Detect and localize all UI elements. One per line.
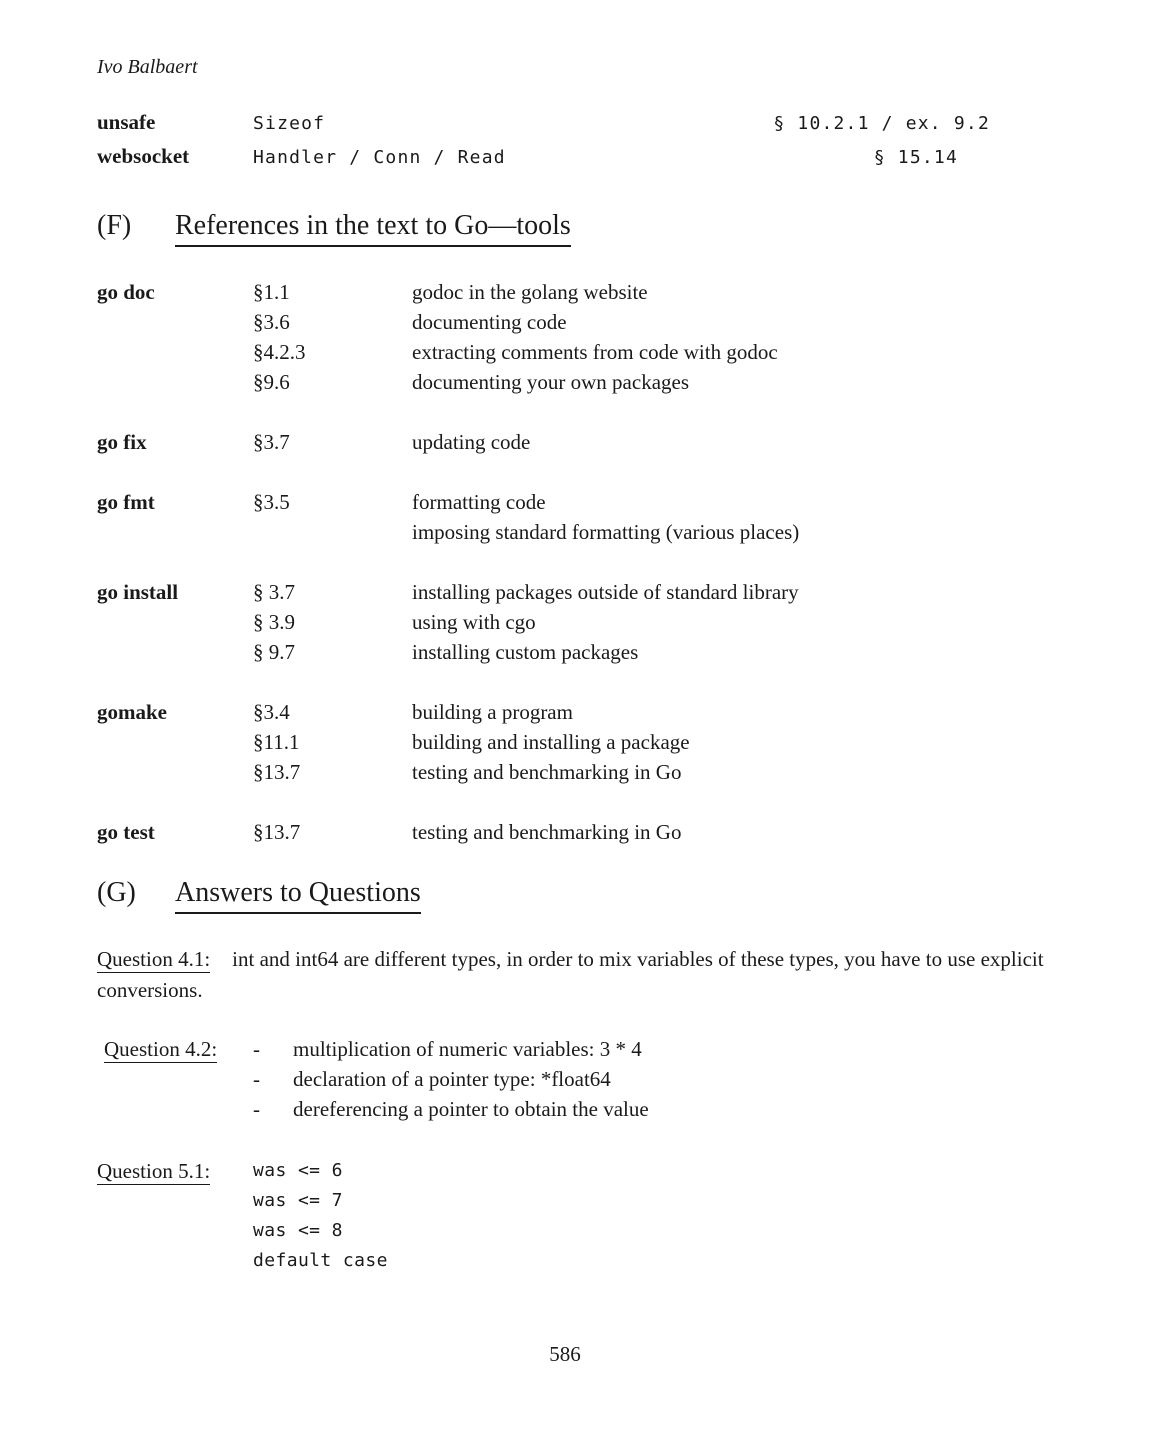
tool-name: go doc bbox=[97, 280, 155, 304]
question-answer-text: int and int64 are different types, in order to mix variables of these types, you have to use explicit conversions. bbox=[97, 947, 1044, 1002]
go-tools-table bbox=[97, 277, 1168, 847]
section-ref: §9.6 bbox=[253, 370, 290, 394]
section-ref: §13.7 bbox=[253, 760, 301, 784]
tool-entry bbox=[253, 637, 1168, 667]
section-ref: § 3.7 bbox=[253, 580, 295, 604]
question-4-2 bbox=[97, 1034, 1168, 1124]
tool-entry bbox=[253, 517, 1168, 547]
bullet-dash: - bbox=[253, 1067, 260, 1091]
entry-description: installing custom packages bbox=[412, 640, 639, 664]
bullet-dash: - bbox=[253, 1037, 260, 1061]
section-ref: §13.7 bbox=[253, 820, 301, 844]
section-ref: §3.5 bbox=[253, 490, 290, 514]
tool-name: go fix bbox=[97, 430, 147, 454]
entry-description: updating code bbox=[412, 430, 531, 454]
section-ref: §3.4 bbox=[253, 700, 290, 724]
section-ref: § 3.9 bbox=[253, 610, 295, 634]
entry-description: building a program bbox=[412, 700, 573, 724]
section-ref: §1.1 bbox=[253, 280, 290, 304]
entry-description: extracting comments from code with godoc bbox=[412, 340, 778, 364]
question-label: Question 5.1: bbox=[97, 1159, 211, 1183]
entry-description: installing packages outside of standard library bbox=[412, 580, 799, 604]
tool-name: go test bbox=[97, 820, 155, 844]
tool-entry bbox=[253, 727, 1168, 757]
entry-description: formatting code bbox=[412, 490, 546, 514]
section-g-heading bbox=[97, 875, 1168, 914]
list-item bbox=[253, 1064, 1168, 1094]
tool-name: go fmt bbox=[97, 490, 155, 514]
table-row bbox=[97, 106, 990, 140]
tool-name: go install bbox=[97, 580, 179, 604]
section-ref: §4.2.3 bbox=[253, 340, 306, 364]
list-item bbox=[253, 1034, 1168, 1064]
table-row bbox=[97, 140, 990, 174]
tool-group bbox=[97, 697, 1168, 787]
entry-description: imposing standard formatting (various places) bbox=[412, 520, 800, 544]
package-members: Sizeof bbox=[253, 113, 326, 134]
tool-group bbox=[97, 577, 1168, 667]
bullet-text: declaration of a pointer type: *float64 bbox=[293, 1067, 611, 1091]
tool-name: gomake bbox=[97, 700, 167, 724]
section-label: (F) bbox=[97, 210, 132, 241]
code-line: default case bbox=[253, 1250, 388, 1271]
code-line: was <= 6 bbox=[253, 1160, 343, 1181]
tool-group bbox=[97, 817, 1168, 847]
tool-entry bbox=[253, 757, 1168, 787]
package-reference-table bbox=[97, 106, 990, 174]
bullet-dash: - bbox=[253, 1097, 260, 1121]
answer-code-block bbox=[253, 1156, 1168, 1276]
tool-entry bbox=[253, 427, 1168, 457]
section-label: (G) bbox=[97, 877, 136, 908]
code-line: was <= 8 bbox=[253, 1220, 343, 1241]
section-ref: § 9.7 bbox=[253, 640, 295, 664]
tool-entry bbox=[253, 277, 1168, 307]
page-number: 586 bbox=[549, 1342, 581, 1366]
tool-entry bbox=[253, 607, 1168, 637]
section-ref: § 10.2.1 / ex. 9.2 bbox=[773, 113, 990, 134]
author-header: Ivo Balbaert bbox=[97, 56, 198, 78]
entry-description: documenting your own packages bbox=[412, 370, 690, 394]
tool-group bbox=[97, 427, 1168, 457]
tool-entry bbox=[253, 577, 1168, 607]
entry-description: using with cgo bbox=[412, 610, 536, 634]
entry-description: building and installing a package bbox=[412, 730, 690, 754]
bullet-text: dereferencing a pointer to obtain the value bbox=[293, 1097, 649, 1121]
tool-entry bbox=[253, 367, 1168, 397]
section-ref bbox=[253, 517, 412, 547]
section-title: References in the text to Go—tools bbox=[175, 208, 571, 247]
entry-description: testing and benchmarking in Go bbox=[412, 760, 682, 784]
section-f-heading bbox=[97, 208, 1168, 247]
bullet-text: multiplication of numeric variables: 3 * 4 bbox=[293, 1037, 642, 1061]
entry-description: testing and benchmarking in Go bbox=[412, 820, 682, 844]
section-ref: §11.1 bbox=[253, 730, 300, 754]
code-line: was <= 7 bbox=[253, 1190, 343, 1211]
tool-entry bbox=[253, 337, 1168, 367]
list-item bbox=[253, 1094, 1168, 1124]
tool-entry bbox=[253, 307, 1168, 337]
section-title: Answers to Questions bbox=[175, 875, 421, 914]
package-name: unsafe bbox=[97, 110, 156, 134]
tool-entry bbox=[253, 697, 1168, 727]
entry-description: documenting code bbox=[412, 310, 567, 334]
section-ref: § 15.14 bbox=[873, 147, 958, 168]
question-label: Question 4.2: bbox=[104, 1037, 218, 1061]
question-5-1 bbox=[97, 1156, 1168, 1276]
tool-entry bbox=[253, 487, 1168, 517]
section-ref: §3.7 bbox=[253, 430, 290, 454]
question-4-1 bbox=[97, 944, 1047, 1006]
entry-description: godoc in the golang website bbox=[412, 280, 648, 304]
package-name: websocket bbox=[97, 144, 190, 168]
package-members: Handler / Conn / Read bbox=[253, 147, 506, 168]
tool-group bbox=[97, 277, 1168, 397]
question-label: Question 4.1: bbox=[97, 947, 211, 971]
answer-bullet-list bbox=[253, 1034, 1168, 1124]
tool-entry bbox=[253, 817, 1168, 847]
tool-group bbox=[97, 487, 1168, 547]
section-ref: §3.6 bbox=[253, 310, 290, 334]
